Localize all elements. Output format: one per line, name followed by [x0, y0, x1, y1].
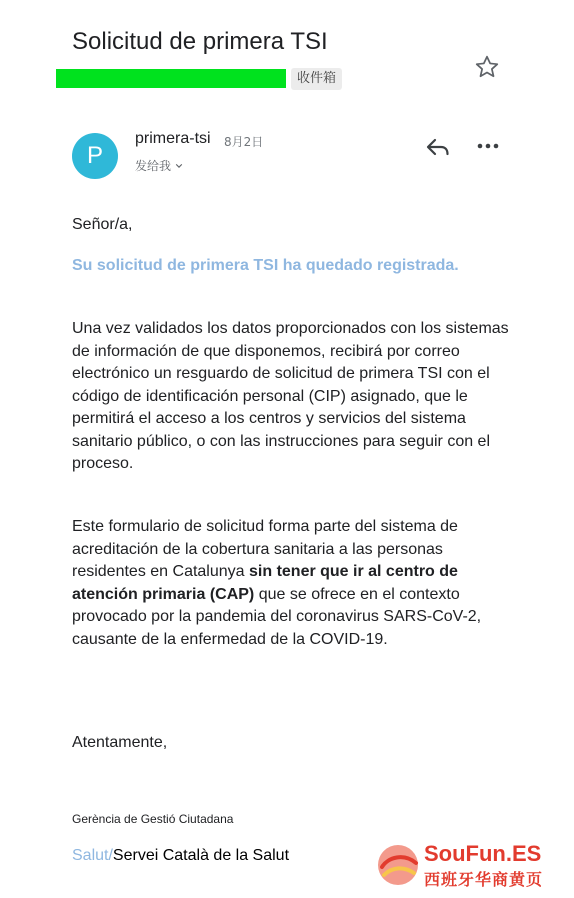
star-icon[interactable] [474, 54, 500, 80]
closing: Atentamente, [72, 734, 168, 751]
paragraph-2-end: que se ofrece en el contexto provocado por la pandemia del coronavirus SARS-CoV-2, causante de la enfermedad de la COVID-19. [72, 585, 482, 648]
signature-org: Servei Català de la Salut [112, 847, 290, 864]
watermark-logo-icon [376, 843, 420, 887]
recipient-label: 发给我 [135, 159, 172, 173]
watermark-line-2: 西班牙华商黄页 [424, 870, 544, 889]
recipient-details[interactable] [135, 157, 183, 174]
greeting: Señor/a, [72, 216, 133, 233]
sender-name[interactable]: primera-tsi [135, 130, 211, 147]
subject-title: Solicitud de primera TSI [72, 28, 328, 55]
watermark [376, 843, 574, 889]
signature-link[interactable]: Salut/ [72, 847, 113, 864]
email-date: 8月2日 [224, 135, 264, 149]
chevron-down-icon [175, 162, 183, 170]
department: Gerència de Gestió Ciutadana [72, 812, 234, 826]
paragraph-1: Una vez validados los datos proporcionados con los sistemas de información de que disponemos, recibirá por correo electrónico un resguardo de solicitud de primera TSI con el código de identificación personal (CIP) asignado, que le permitirá el acceso a los centros y servicios del sistema sanitario público, o con las instrucciones para seguir con el proceso. [72, 320, 509, 472]
paragraph-2-bold: sin tener que ir al centro de atención primaria (CAP) [72, 563, 458, 603]
more-icon[interactable] [476, 137, 500, 155]
confirmation-highlight: Su solicitud de primera TSI ha quedado registrada. [72, 257, 459, 274]
inbox-label-chip[interactable]: 收件箱 [291, 68, 342, 90]
reply-icon[interactable] [425, 136, 451, 158]
sender-avatar[interactable]: P [72, 133, 118, 179]
watermark-line-1: SouFun.ES [424, 841, 542, 866]
signature [72, 847, 289, 865]
paragraph-2 [72, 516, 512, 651]
paragraph-2-start: Este formulario de solicitud forma parte del sistema de acreditación de la cobertura sanitaria a las personas residentes en Catalunya [72, 518, 458, 580]
redaction-bar [56, 69, 286, 88]
